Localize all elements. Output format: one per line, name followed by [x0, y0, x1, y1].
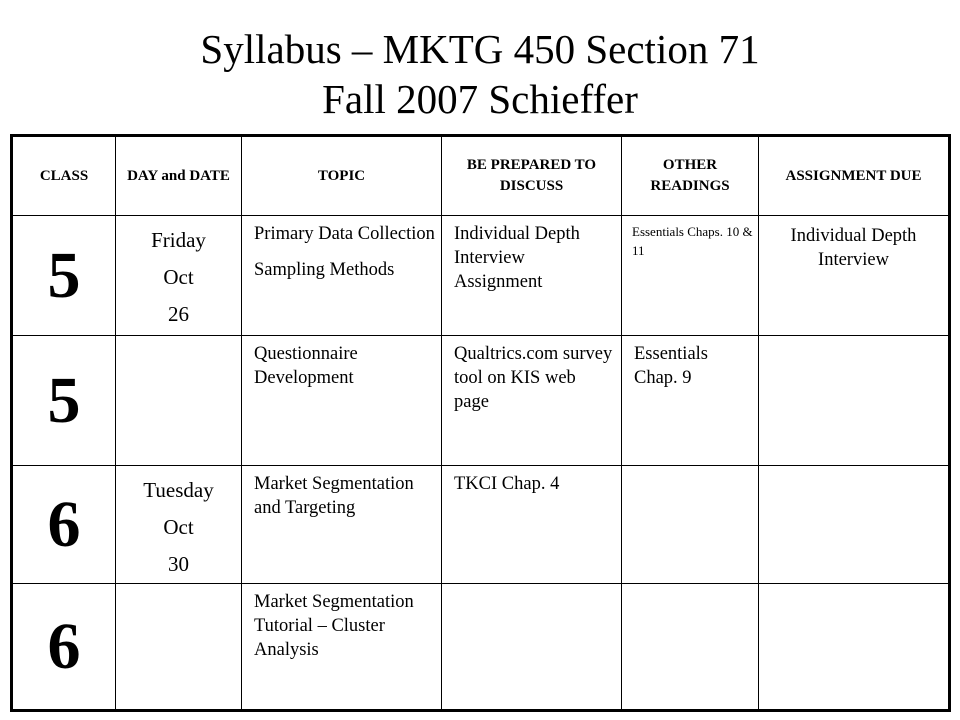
- assignment-cell: Individual Depth Interview: [759, 216, 950, 336]
- table-row: [12, 466, 950, 584]
- class-number: 6: [12, 584, 116, 711]
- date: 30: [168, 552, 189, 576]
- topic-line: Sampling Methods: [254, 260, 395, 280]
- header-readings: OTHER READINGS: [622, 136, 759, 216]
- month: Oct: [163, 265, 194, 289]
- readings-cell: [622, 466, 759, 584]
- table-row: [12, 216, 950, 336]
- table-row: [12, 584, 950, 711]
- prepare-cell: TKCI Chap. 4: [442, 466, 622, 584]
- assignment-cell: [759, 336, 950, 466]
- assignment-cell: [759, 584, 950, 711]
- class-number: 5: [12, 336, 116, 466]
- header-day-date: DAY and DATE: [116, 136, 242, 216]
- topic-cell: [242, 216, 442, 336]
- day-date-cell: [116, 336, 242, 466]
- page-title: [0, 24, 960, 124]
- title-line-1: Syllabus – MKTG 450 Section 71: [200, 26, 760, 72]
- day-name: Friday: [151, 228, 206, 252]
- assignment-cell: [759, 466, 950, 584]
- readings-cell: [622, 584, 759, 711]
- day-date-cell: [116, 584, 242, 711]
- day-name: Tuesday: [143, 478, 214, 502]
- header-row: [12, 136, 950, 216]
- day-date-cell: [116, 216, 242, 336]
- topic-cell: Market Segmentation Tutorial – Cluster Analysis: [242, 584, 442, 711]
- table-row: [12, 336, 950, 466]
- topic-cell: Questionnaire Development: [242, 336, 442, 466]
- prepare-cell: [442, 584, 622, 711]
- topic-cell: Market Segmentation and Targeting: [242, 466, 442, 584]
- prepare-cell: Qualtrics.com survey tool on KIS web page: [442, 336, 622, 466]
- class-number: 5: [12, 216, 116, 336]
- day-date-cell: [116, 466, 242, 584]
- class-number: 6: [12, 466, 116, 584]
- readings-cell: Essentials Chaps. 10 & 11: [622, 216, 759, 336]
- syllabus-table: [10, 134, 951, 712]
- title-line-2: Fall 2007 Schieffer: [322, 76, 638, 122]
- prepare-cell: Individual Depth Interview Assignment: [442, 216, 622, 336]
- month: Oct: [163, 515, 194, 539]
- date: 26: [168, 302, 189, 326]
- header-prepare: BE PREPARED TO DISCUSS: [442, 136, 622, 216]
- header-class: CLASS: [12, 136, 116, 216]
- readings-cell: Essentials Chap. 9: [622, 336, 759, 466]
- header-topic: TOPIC: [242, 136, 442, 216]
- header-assignment: ASSIGNMENT DUE: [759, 136, 950, 216]
- topic-line: Primary Data Collection: [254, 224, 435, 244]
